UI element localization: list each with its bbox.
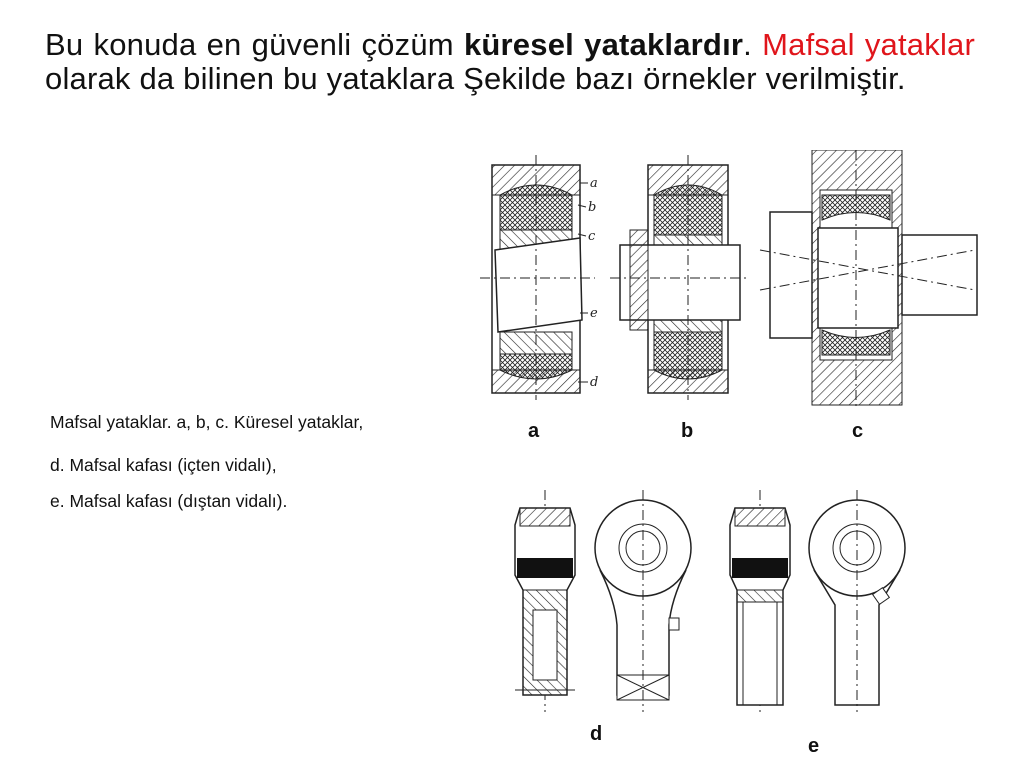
caption-line-2: d. Mafsal kafası (içten vidalı),: [50, 455, 277, 475]
bearing-a-drawing: [480, 155, 595, 400]
figure-label-b: b: [681, 420, 694, 442]
bearing-b-drawing: [610, 155, 750, 400]
title-text-2: .: [743, 27, 763, 62]
rod-end-d-view: [595, 490, 691, 712]
rod-end-e-section: [730, 490, 790, 712]
slide-title: [45, 28, 975, 96]
rod-end-d-section: [515, 490, 575, 712]
callout-d: d: [590, 375, 599, 390]
caption-line-1: Mafsal yataklar. a, b, c. Küresel yataklar,: [50, 412, 364, 432]
callout-c: c: [588, 229, 596, 244]
title-red-text: Mafsal yataklar: [762, 27, 975, 62]
callout-e: e: [590, 306, 598, 321]
callout-b: b: [588, 200, 597, 215]
spherical-bearings-figure: [470, 150, 980, 410]
figure-label-c: c: [852, 420, 864, 442]
title-bold-text: küresel yataklardır: [463, 27, 744, 62]
bearing-c-drawing: [760, 150, 977, 408]
caption-line-3: e. Mafsal kafası (dıştan vidalı).: [50, 491, 288, 511]
title-text-1: Bu konuda en güvenli çözüm: [45, 27, 464, 62]
rod-ends-figure: [495, 490, 925, 715]
title-text-3: olarak da bilinen bu yataklara Şekilde bazı örnekler verilmiştir.: [45, 61, 906, 96]
figure-label-a: a: [528, 420, 540, 442]
figure-label-e: e: [808, 735, 820, 757]
callout-a: a: [590, 176, 598, 191]
figure-label-d: d: [590, 723, 603, 745]
rod-end-e-view: [809, 490, 905, 712]
